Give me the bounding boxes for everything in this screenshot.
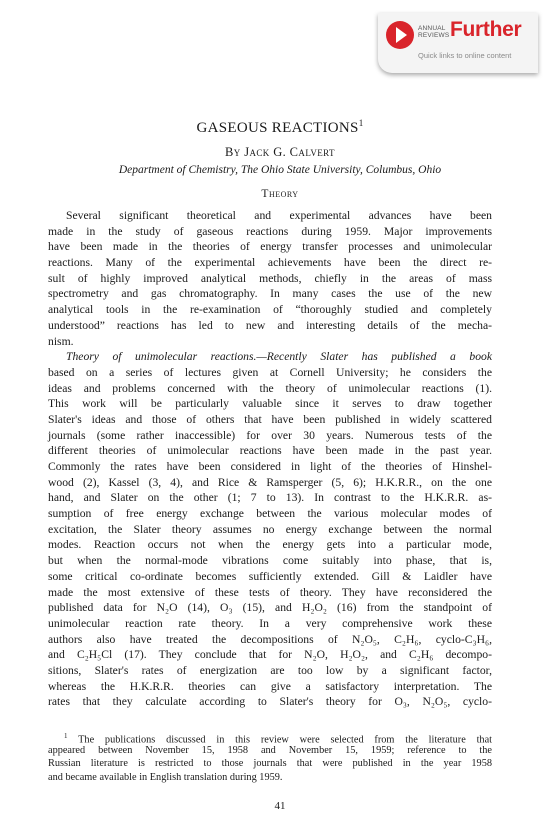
body-line: have been made in the theories of energy transfer processes and unimolecular — [48, 240, 492, 254]
body-line: and C₂H₅Cl (17). They conclude that for N₂O, H₂O₂, and C₂H₆ decompo- — [48, 648, 492, 662]
footnote — [48, 730, 492, 784]
badge-subtitle: Quick links to online content — [418, 51, 512, 60]
annual-reviews-further-badge[interactable] — [378, 13, 538, 73]
body-line: made in the study of gaseous reactions during 1959. Major improvements — [48, 224, 492, 238]
body-line: based on a series of lectures given at Cornell University; he considers the — [48, 365, 492, 379]
badge-publisher: ANNUAL REVIEWS — [418, 25, 450, 39]
body-line: rates that they calculate according to Slater's theory for O₃, N₂O₅, cyclo- — [48, 695, 492, 709]
body-line: spectrometry and gas chromatography. In many cases the use of the new — [48, 287, 492, 301]
body-line: reactions. Many of the experimental achievements have been the direct re- — [48, 256, 492, 270]
body-line: made the most extensive of these tests of theory. They have reconsidered the — [48, 585, 492, 599]
body-line: authors also have treated the decompositions of N₂O₅, C₂H₆, cyclo-C₃H₆, — [48, 632, 492, 646]
body-line: unimolecular reaction rate theory. In a very comprehensive work these — [48, 616, 492, 630]
footnote-line — [48, 730, 492, 744]
section-heading: Theory — [261, 188, 299, 200]
body-line: Slater's ideas and those of others that have been published in widely scattered — [48, 412, 492, 426]
body-line-italic-lead — [48, 349, 492, 365]
page-number: 41 — [274, 800, 286, 812]
author-byline: By Jack G. Calvert — [225, 145, 335, 159]
body-line: hand, and Slater on the other (1; 7 to 13). In contrast to the H.K.R.R. as- — [48, 491, 492, 505]
body-line: modes. Reaction occurs not when the energy gets into a particular mode, — [48, 538, 492, 552]
article-body — [48, 208, 492, 710]
body-line: different theories of unimolecular reactions have been made in the past year. — [48, 444, 492, 458]
body-line: Commonly the rates have been considered in light of the theories of Hinshel- — [48, 460, 492, 473]
body-line: ideas and problems concerned with the theory of unimolecular reactions (1). — [48, 381, 492, 395]
body-line: whereas the H.K.R.R. theories can give a satisfactory interpretation. The — [48, 679, 492, 693]
footnote-line: and became available in English translation during 1959. — [48, 771, 283, 783]
body-line: but when the normal-mode vibrations come suitably into phase, that is, — [48, 554, 492, 568]
author-affiliation: Department of Chemistry, The Ohio State University, Columbus, Ohio — [118, 164, 442, 176]
body-line: wood (2), Kassel (3, 4), and Rice & Ramsperger (5, 6); H.K.R.R., on the one — [48, 475, 492, 489]
body-line: sitions, Slater's rates of energization are too low by a significant factor, — [48, 663, 492, 677]
body-line: excitation, the Slater theory assumes no energy exchange between the normal — [48, 522, 492, 536]
body-line: some critical co-ordinate becomes sufficiently extended. Gill & Laidler have — [48, 569, 492, 583]
body-line: journals (some rather inaccessible) for over 30 years. Numerous tests of the — [48, 428, 492, 442]
title-footnote-marker[interactable]: 1 — [358, 118, 364, 128]
body-line: understood” reactions has led to new and interesting details of the mecha- — [48, 318, 492, 332]
body-line: nism. — [48, 334, 74, 348]
body-line: published data for N₂O (14), O₃ (15), and H₂O₂ (16) from the standpoint of — [48, 601, 492, 615]
footnote-marker: 1 — [64, 732, 68, 740]
footnote-line: Russian literature is restricted to those journals that were published in the year 1958 — [48, 758, 492, 770]
footnote-line: appeared between November 15, 1958 and November 15, 1959; reference to the — [48, 744, 492, 756]
body-line: Several significant theoretical and experimental advances have been — [66, 209, 492, 222]
body-line: analytical tools in the re-examination of “thoroughly studied and completely — [48, 303, 492, 317]
badge-brand: Further — [450, 18, 522, 41]
body-line: sumption of free energy exchange between the various molecular modes of — [48, 507, 492, 521]
article-title-text: GASEOUS REACTIONS — [196, 120, 359, 136]
article-title — [0, 118, 560, 137]
body-line: Theory of unimolecular reactions.—Recently Slater has published a book — [66, 350, 492, 364]
body-line: This work will be particularly valuable since it serves to draw together — [48, 397, 492, 411]
play-arrow-icon — [386, 21, 414, 49]
body-line: sult of highly improved analytical methods, chiefly in the areas of mass — [48, 271, 492, 285]
footnote-text: The publications discussed in this review were selected from the literature that — [78, 734, 493, 746]
